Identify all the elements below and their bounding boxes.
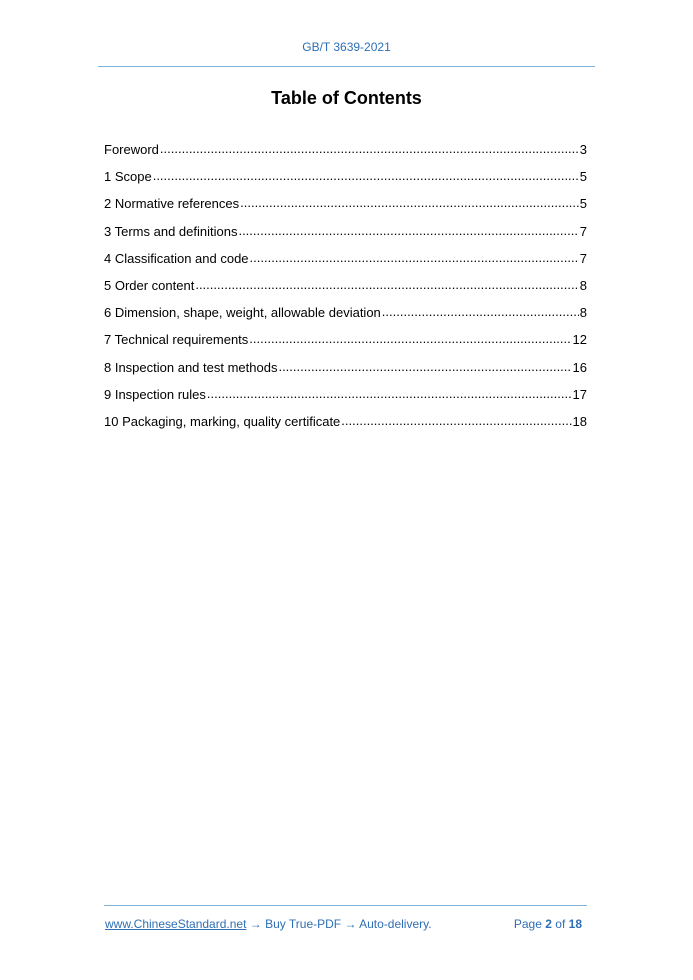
footer-divider: [104, 905, 587, 906]
toc-page-number: 16: [572, 359, 587, 375]
toc-entry-technical-requirements[interactable]: [104, 330, 587, 357]
toc-entry-foreword[interactable]: [104, 140, 587, 167]
running-header: GB/T 3639-2021: [302, 40, 391, 54]
toc-page-number: 7: [579, 250, 587, 266]
page-indicator: [514, 917, 582, 931]
site-link[interactable]: www.ChineseStandard.net: [105, 917, 247, 931]
toc-page-number: 8: [579, 305, 587, 321]
page-of-word: of: [555, 917, 566, 931]
toc-entry-label: 6 Dimension, shape, weight, allowable deviation: [104, 305, 381, 321]
toc-page-number: 17: [572, 386, 587, 402]
toc-page-number: 5: [579, 169, 587, 185]
toc-dot-leader: [240, 196, 579, 210]
toc-entry-label: 3 Terms and definitions: [104, 223, 238, 239]
toc-entry-dimension-shape-weight[interactable]: [104, 303, 587, 330]
toc-entry-label: 9 Inspection rules: [104, 386, 206, 402]
toc-entry-packaging-marking[interactable]: [104, 412, 587, 439]
toc-page-number: 3: [579, 142, 587, 157]
toc-dot-leader: [278, 360, 571, 374]
toc-entry-inspection-and-test-methods[interactable]: [104, 358, 587, 385]
header-divider: [98, 66, 595, 67]
toc-entry-terms-and-definitions[interactable]: [104, 222, 587, 249]
page-word: Page: [513, 917, 542, 931]
toc-dot-leader: [249, 332, 571, 346]
current-page-number: 2: [545, 917, 552, 931]
toc-entry-classification-and-code[interactable]: [104, 249, 587, 276]
toc-dot-leader: [153, 169, 579, 183]
toc-entry-label: Foreword: [104, 142, 159, 157]
table-of-contents: [104, 140, 587, 439]
toc-page-number: 8: [579, 277, 587, 293]
toc-entry-label: 2 Normative references: [104, 196, 240, 212]
toc-dot-leader: [341, 414, 571, 428]
toc-entry-scope[interactable]: [104, 167, 587, 194]
toc-dot-leader: [238, 224, 578, 238]
toc-dot-leader: [250, 251, 579, 265]
toc-page-number: 12: [572, 332, 587, 348]
page-title: Table of Contents: [271, 88, 422, 108]
toc-entry-order-content[interactable]: [104, 276, 587, 303]
toc-entry-normative-references[interactable]: [104, 194, 587, 221]
footer-promo-text: → Buy True-PDF → Auto-delivery.: [246, 917, 432, 931]
toc-dot-leader: [382, 305, 579, 319]
toc-dot-leader: [195, 278, 578, 292]
toc-entry-label: 5 Order content: [104, 277, 195, 293]
toc-entry-inspection-rules[interactable]: [104, 385, 587, 412]
toc-entry-label: 4 Classification and code: [104, 250, 249, 266]
toc-page-number: 18: [572, 413, 587, 429]
toc-entry-label: 7 Technical requirements: [104, 332, 249, 348]
total-page-count: 18: [568, 917, 582, 931]
toc-dot-leader: [160, 142, 579, 156]
toc-entry-label: 8 Inspection and test methods: [104, 359, 278, 375]
toc-entry-label: 1 Scope: [104, 169, 152, 185]
page-footer: [105, 917, 585, 931]
toc-page-number: 7: [579, 223, 587, 239]
toc-page-number: 5: [579, 196, 587, 212]
toc-entry-label: 10 Packaging, marking, quality certificate: [104, 413, 341, 429]
toc-dot-leader: [207, 387, 572, 401]
